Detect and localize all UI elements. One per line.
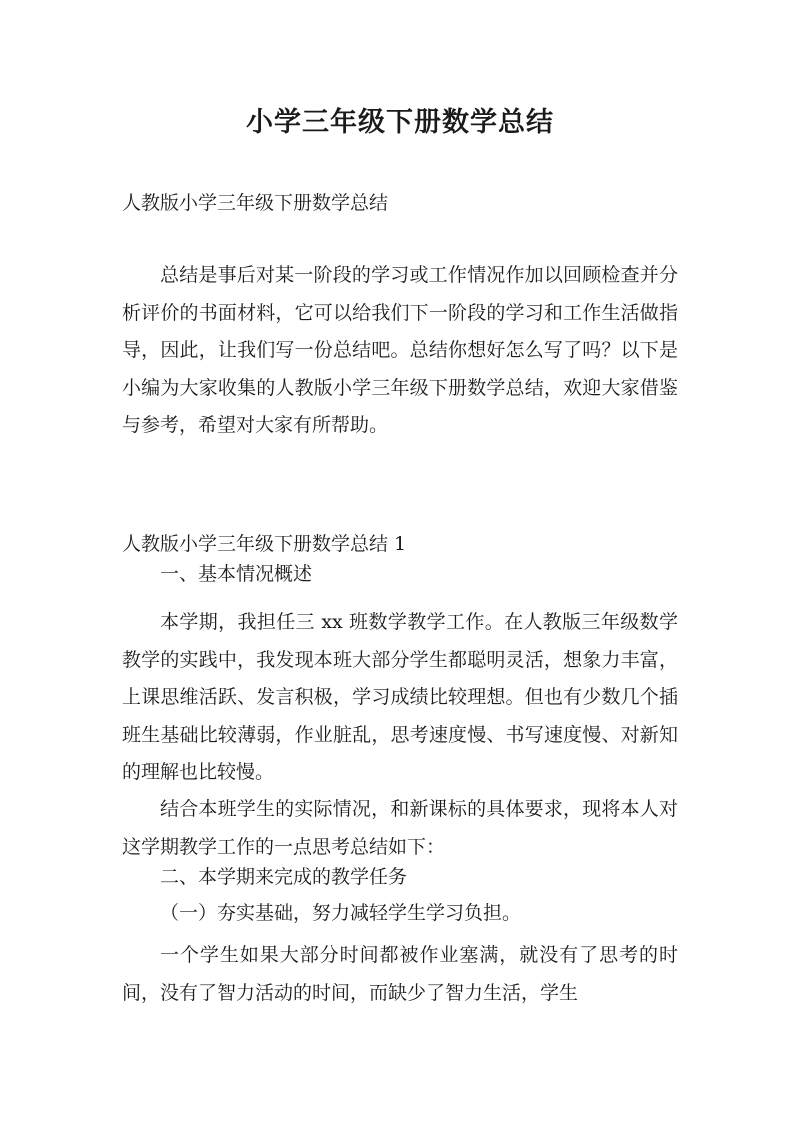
document-title: 小学三年级下册数学总结: [246, 107, 554, 138]
heading-basic-situation: 一、基本情况概述: [160, 563, 313, 585]
section-1-title: 人教版小学三年级下册数学总结 1: [122, 533, 407, 555]
paragraph-class-overview: 本学期，我担任三 xx 班数学教学工作。在人教版三年级数学教学的实践中，我发现本班大部分学生都聪明灵活，想象力丰富，上课思维活跃、发言积极，学习成绩比较理想。但也有少数几个插班生基础比较薄弱，作业脏乱，思考速度慢、书写速度慢、对新知的理解也比较慢。: [122, 611, 678, 784]
document-subtitle: 人教版小学三年级下册数学总结: [122, 192, 389, 214]
subheading-solid-foundation: （一）夯实基础，努力减轻学生学习负担。: [160, 902, 522, 924]
intro-paragraph: 总结是事后对某一阶段的学习或工作情况作加以回顾检查并分析评价的书面材料，它可以给我们下一阶段的学习和工作生活做指导，因此，让我们写一份总结吧。总结你想好怎么写了吗？以下是小编为大家收集的人教版小学三年级下册数学总结，欢迎大家借鉴与参考，希望对大家有所帮助。: [122, 264, 678, 437]
paragraph-summary-intro: 结合本班学生的实际情况，和新课标的具体要求，现将本人对这学期教学工作的一点思考总结如下：: [122, 798, 678, 858]
heading-completed-tasks: 二、本学期来完成的教学任务: [160, 866, 408, 888]
paragraph-homework-burden: 一个学生如果大部分时间都被作业塞满，就没有了思考的时间，没有了智力活动的时间，而缺少了智力生活，学生: [122, 944, 678, 1004]
